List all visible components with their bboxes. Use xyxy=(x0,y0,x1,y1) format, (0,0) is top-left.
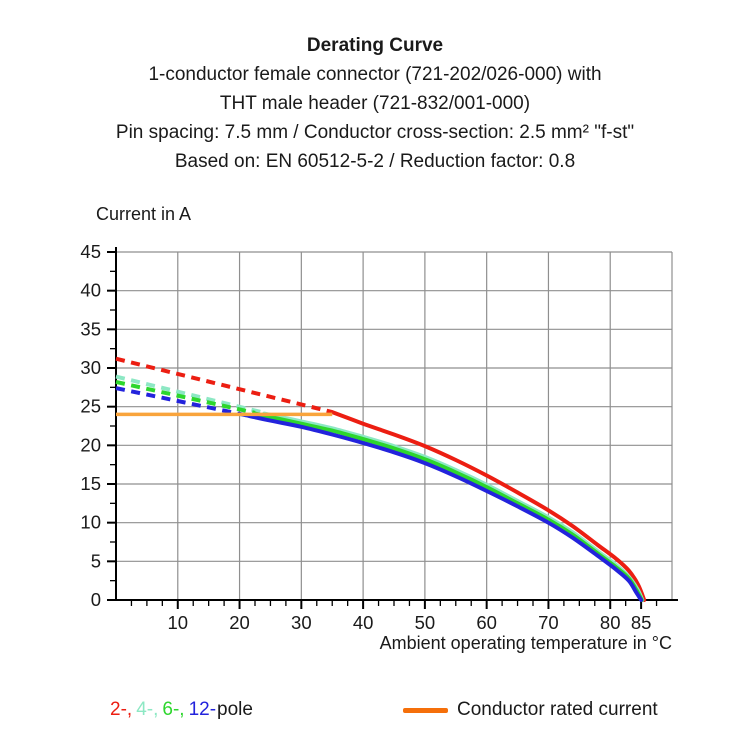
legend-pole-12: 12- xyxy=(188,699,217,720)
curve-solid-6-pole xyxy=(255,414,642,600)
y-axis-label: Current in A xyxy=(96,204,192,224)
chart-subtitle-2: THT male header (721-832/001-000) xyxy=(219,93,531,114)
x-tick-label: 85 xyxy=(630,612,652,633)
x-tick-label: 10 xyxy=(167,612,189,633)
x-tick-label: 50 xyxy=(414,612,436,633)
x-tick-label: 20 xyxy=(229,612,250,633)
pole-legend xyxy=(110,699,253,721)
y-tick-label: 20 xyxy=(80,434,101,456)
curve-solid-4-pole xyxy=(264,414,642,600)
curve-dashed-6-pole xyxy=(116,382,255,413)
legend-pole-suffix: pole xyxy=(217,699,253,720)
y-tick-label: 40 xyxy=(80,279,101,301)
legend-pole-2: 2-, xyxy=(110,699,133,720)
chart-subtitle-4: Based on: EN 60512-5-2 / Reduction factor: 0.8 xyxy=(174,151,576,172)
chart-subtitle-1: 1-conductor female connector (721-202/026-000) with xyxy=(148,64,602,85)
curve-solid-12-pole xyxy=(246,415,641,600)
x-tick-label: 80 xyxy=(599,612,621,633)
chart-title: Derating Curve xyxy=(306,35,444,56)
x-tick-label: 30 xyxy=(291,612,312,633)
y-tick-label: 45 xyxy=(80,241,101,262)
y-tick-label: 35 xyxy=(80,318,101,340)
x-tick-label: 60 xyxy=(476,612,497,633)
chart-subtitle-3: Pin spacing: 7.5 mm / Conductor cross-section: 2.5 mm² "f-st" xyxy=(115,122,635,143)
y-tick-label: 25 xyxy=(80,395,101,417)
y-tick-label: 30 xyxy=(80,357,101,378)
legend-pole-4: 4-, xyxy=(136,699,159,720)
x-tick-label: 70 xyxy=(538,612,559,633)
y-tick-label: 15 xyxy=(80,473,101,494)
y-tick-label: 5 xyxy=(90,550,101,572)
y-tick-label: 0 xyxy=(90,589,101,610)
rated-current-label: Conductor rated current xyxy=(457,699,658,720)
legend-pole-6: 6-, xyxy=(162,699,185,720)
x-axis-label: Ambient operating temperature in °C xyxy=(379,633,672,653)
y-tick-label: 10 xyxy=(80,511,101,533)
rated-current-swatch xyxy=(403,708,448,713)
x-tick-label: 40 xyxy=(352,612,374,633)
